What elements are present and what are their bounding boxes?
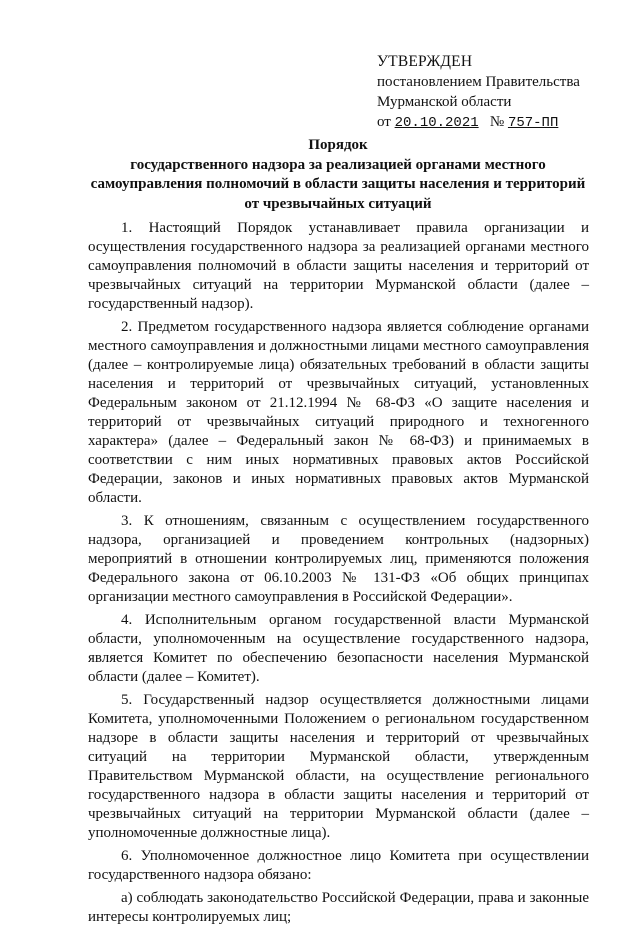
paragraph-5: 5. Государственный надзор осуществляется должностными лицами Комитета, уполномоченными Положением о региональном государственном надзоре в области защиты населения и территорий от чрезвычайных ситуаций на территории Мурманской области, утвержденным Правительством Мурманской области, на осуществление регионального государственного надзора в области защиты населения и территорий от чрезвычайных ситуаций на территории Мурманской области (далее – уполномоченные должностные лица).	[88, 692, 589, 841]
title-line-2: государственного надзора за реализацией органами местного	[130, 156, 546, 173]
approval-number-prefix: №	[489, 114, 505, 130]
approval-line-1: постановлением Правительства	[377, 74, 580, 90]
paragraph-6a: а) соблюдать законодательство Российской Федерации, права и законные интересы контролируемых лиц;	[88, 890, 589, 925]
document-title	[88, 136, 588, 214]
paragraph-6: 6. Уполномоченное должностное лицо Комитета при осуществлении государственного надзора обязано:	[88, 848, 589, 883]
approval-stamp	[377, 52, 617, 133]
title-line-1: Порядок	[308, 137, 368, 153]
approval-number: 757-ПП	[507, 115, 559, 131]
title-line-3: самоуправления полномочий в области защиты населения и территорий	[90, 176, 586, 192]
approval-date-line	[377, 112, 617, 133]
approval-heading: УТВЕРЖДЕН	[377, 53, 473, 70]
approval-date: 20.10.2021	[394, 115, 479, 131]
paragraph-1: 1. Настоящий Порядок устанавливает правила организации и осуществления государственного надзора за реализацией органами местного самоуправления полномочий в области защиты населения и территорий от чрезвычайных ситуаций на территории Мурманской области (далее – государственный надзор).	[88, 220, 589, 312]
paragraph-2: 2. Предметом государственного надзора является соблюдение органами местного самоуправления и должностными лицами местного самоуправления (далее – контролируемые лица) обязательных требований в области защиты населения и территорий от чрезвычайных ситуаций, установленных Федеральным законом от 21.12.1994 № 68-ФЗ «О защите населения и территорий от чрезвычайных ситуаций природного и техногенного характера» (далее – Федеральный закон № 68-ФЗ) и принимаемых в соответствии с ним иных нормативных правовых актов Российской Федерации, законов и иных нормативных правовых актов Мурманской области.	[88, 319, 589, 506]
approval-date-prefix: от	[377, 114, 391, 130]
paragraph-3: 3. К отношениям, связанным с осуществлением государственного надзора, организацией и проведением контрольных (надзорных) мероприятий в отношении контролируемых лиц, применяются положения Федерального закона от 06.10.2003 № 131-ФЗ «Об общих принципах организации местного самоуправления в Российской Федерации».	[88, 513, 589, 605]
title-line-4: от чрезвычайных ситуаций	[244, 195, 432, 212]
document-body	[88, 219, 589, 931]
paragraph-4: 4. Исполнительным органом государственной власти Мурманской области, уполномоченным на осуществление государственного надзора, является Комитет по обеспечению безопасности населения Мурманской области (далее – Комитет).	[88, 612, 589, 685]
approval-line-2: Мурманской области	[377, 94, 512, 110]
